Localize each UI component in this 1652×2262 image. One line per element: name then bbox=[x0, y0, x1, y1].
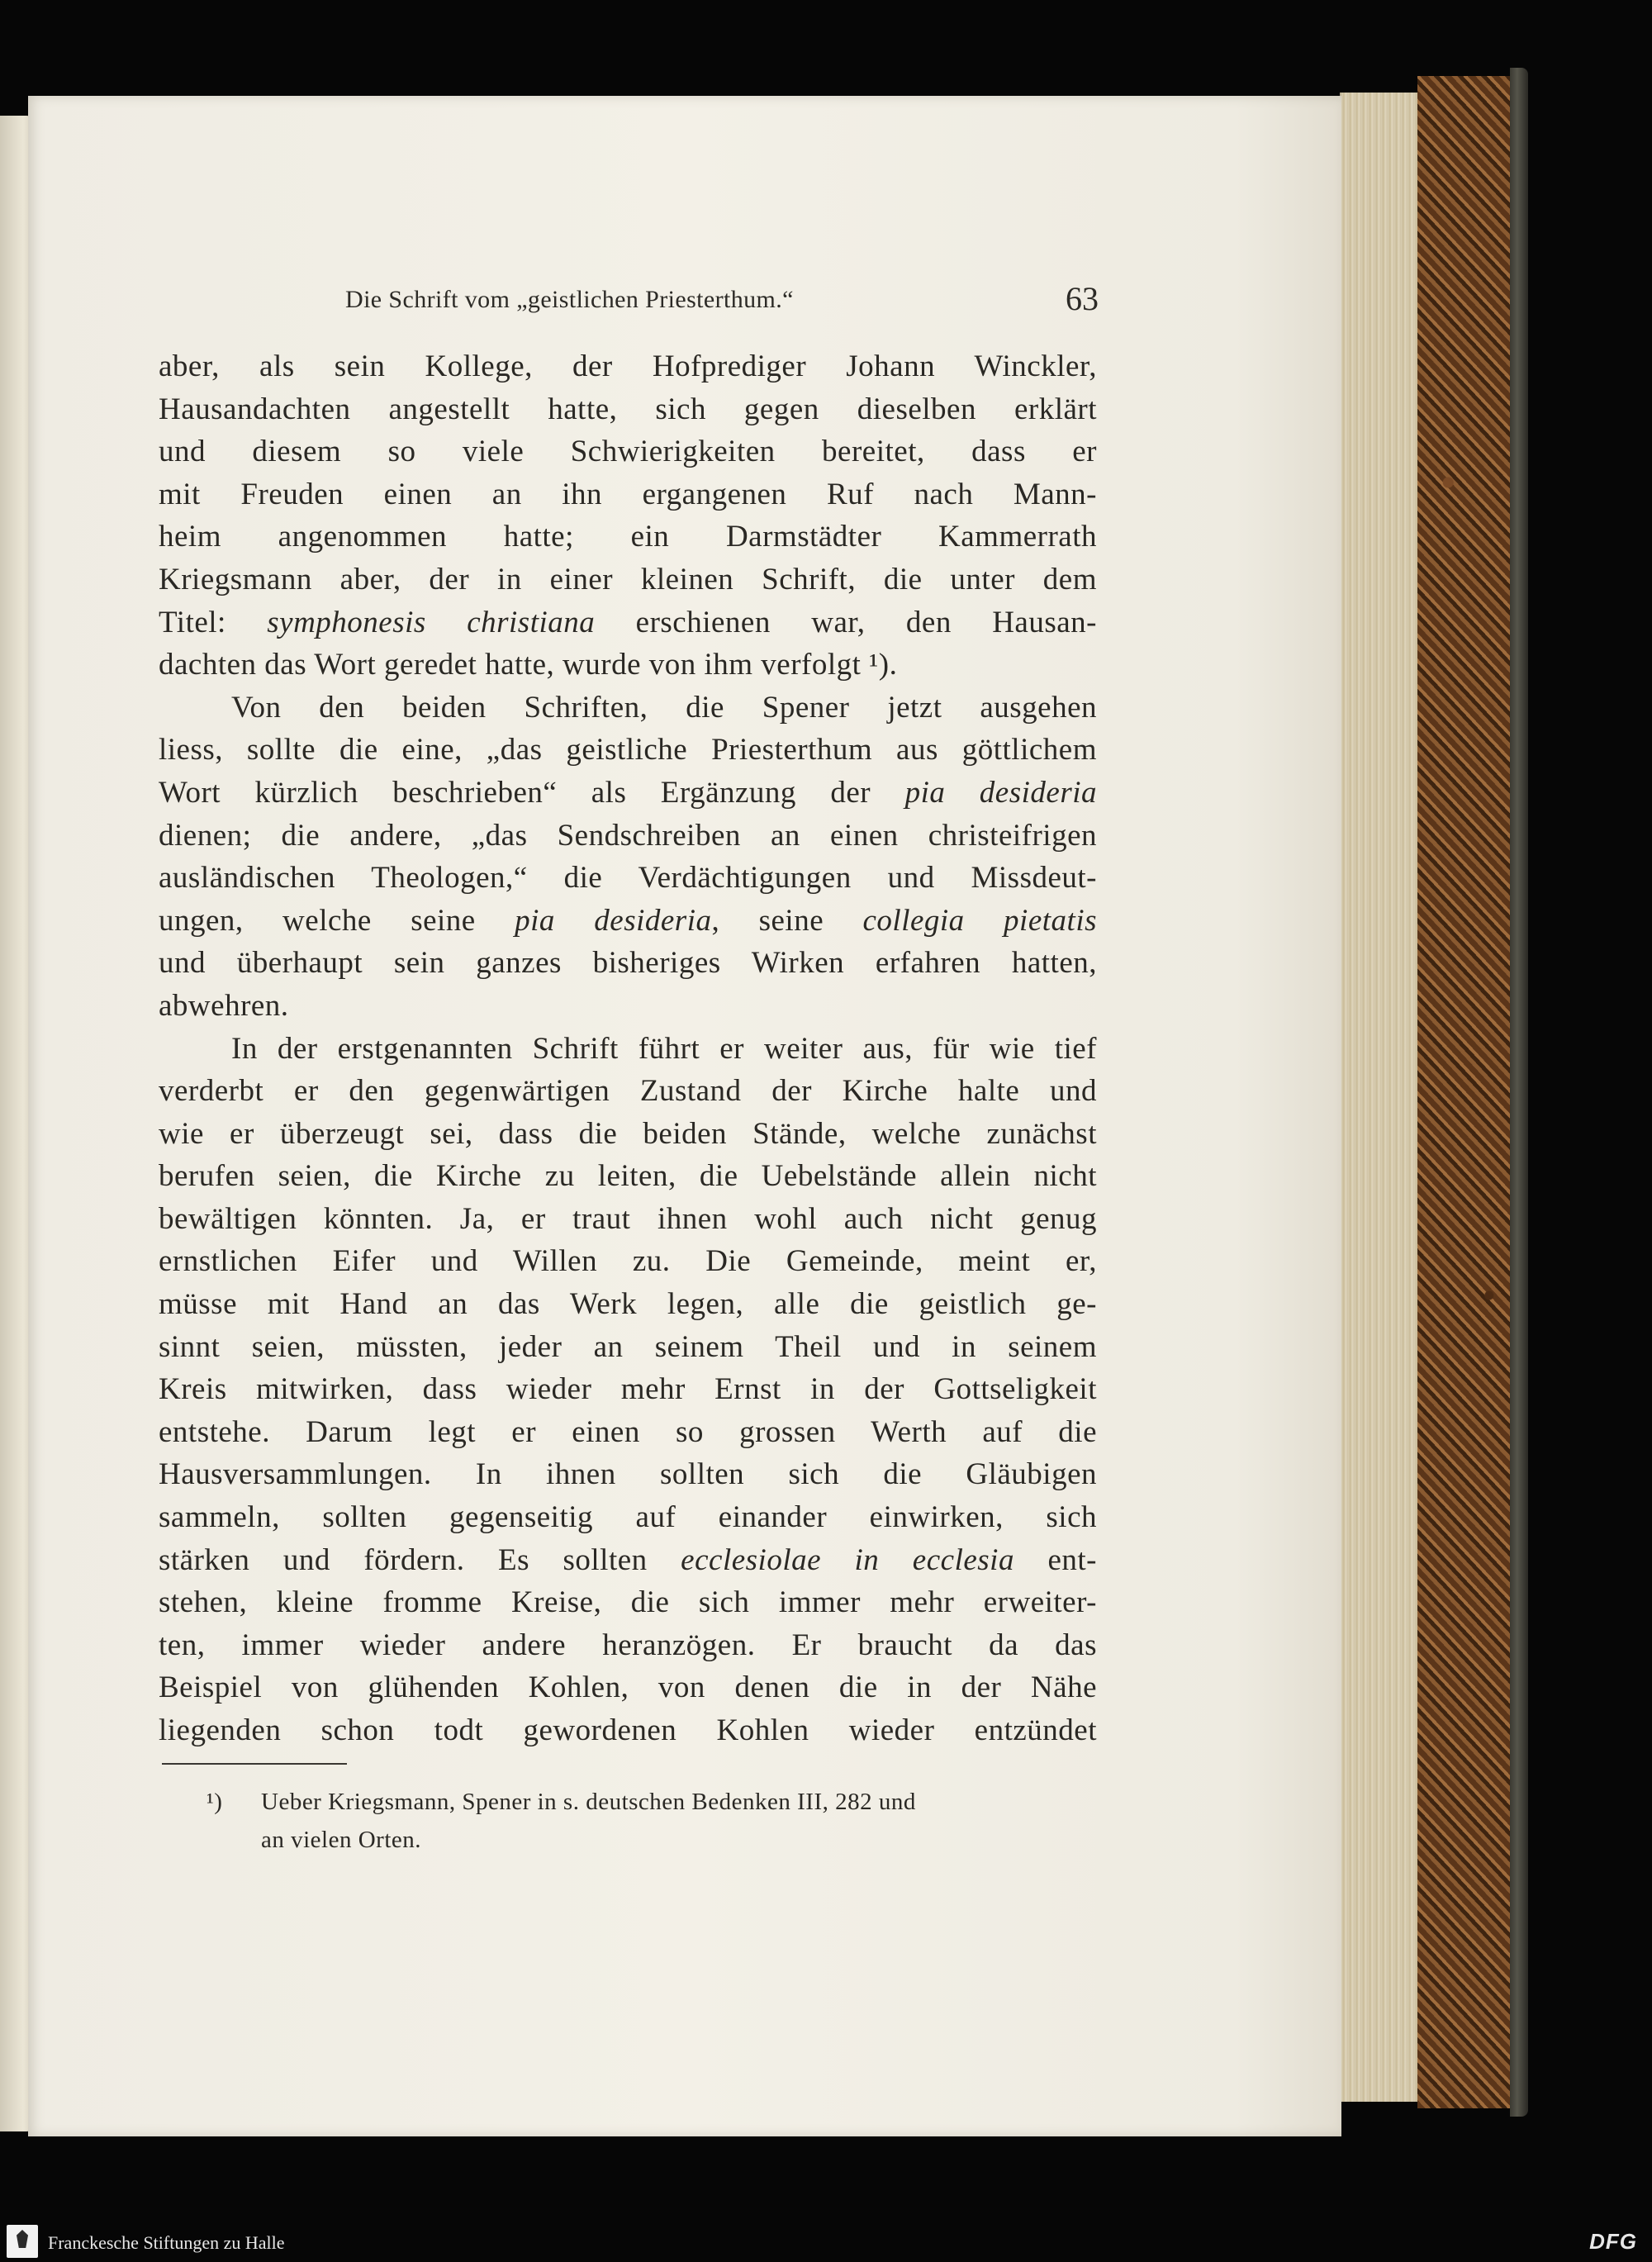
text-line: wie er überzeugt sei, dass die beiden Stände, welche zunächst bbox=[159, 1116, 1097, 1151]
text-line: und überhaupt sein ganzes bisheriges Wirken erfahren hatten, bbox=[159, 946, 1097, 981]
text-line: liess, sollte die eine, „das geistliche Priesterthum aus göttlichem bbox=[159, 733, 1097, 767]
running-head bbox=[157, 280, 1099, 327]
text-line: sinnt seien, müssten, jeder an seinem Theil und in seinem bbox=[159, 1329, 1097, 1364]
latin-term: ecclesiolae in ecclesia bbox=[681, 1542, 1014, 1577]
footnote-text bbox=[211, 1783, 1097, 1859]
footnote-line: an vielen Orten. bbox=[261, 1827, 422, 1853]
paragraph-start: In der erstgenannten Schrift führt er weiter aus, für wie tief bbox=[231, 1031, 1097, 1066]
text-line: Kreis mitwirken, dass wieder mehr Ernst in der Gottseligkeit bbox=[159, 1372, 1097, 1407]
text-line: entstehe. Darum legt er einen so grossen Werth auf die bbox=[159, 1414, 1097, 1449]
text-line: verderbt er den gegenwärtigen Zustand der Kirche halte und bbox=[159, 1074, 1097, 1109]
text-line: und diesem so viele Schwierigkeiten bereitet, dass er bbox=[159, 435, 1097, 469]
running-head-title: Die Schrift vom „geistlichen Priesterthum.“ bbox=[345, 286, 794, 313]
text-line: Hausandachten angestellt hatte, sich gegen dieselben erklärt bbox=[159, 392, 1097, 426]
text-line: Beispiel von glühenden Kohlen, von denen die in der Nähe bbox=[159, 1670, 1097, 1705]
text-line: liegenden schon todt gewordenen Kohlen wieder entzündet bbox=[159, 1713, 1097, 1747]
body-text bbox=[159, 345, 1097, 1752]
text-line: aber, als sein Kollege, der Hofprediger Johann Winckler, bbox=[159, 349, 1097, 383]
text-line: stehen, kleine fromme Kreise, die sich immer mehr erweiter- bbox=[159, 1585, 1097, 1620]
text-line: dienen; die andere, „das Sendschreiben an einen christeifrigen bbox=[159, 818, 1097, 853]
text-line: ungen, welche seine pia desideria, seine collegia pietatis bbox=[159, 903, 1098, 938]
latin-term: collegia pietatis bbox=[862, 903, 1098, 938]
page-block-edges bbox=[1340, 93, 1422, 2102]
text-line: bewältigen könnten. Ja, er traut ihnen wohl auch nicht genug bbox=[159, 1201, 1097, 1236]
text-line: abwehren. bbox=[159, 988, 289, 1023]
text-line: ausländischen Theologen,“ die Verdächtigungen und Missdeut- bbox=[159, 861, 1097, 896]
marbled-book-board bbox=[1417, 76, 1520, 2108]
latin-term: pia desideria bbox=[515, 903, 712, 938]
text-line: dachten das Wort geredet hatte, wurde von ihm verfolgt ¹). bbox=[159, 648, 898, 682]
text-line: stärken und fördern. Es sollten ecclesiolae in ecclesia ent- bbox=[159, 1542, 1097, 1577]
text-line: müsse mit Hand an das Werk legen, alle die geistlich ge- bbox=[159, 1287, 1097, 1322]
text-line: sammeln, sollten gegenseitig auf einander einwirken, sich bbox=[159, 1500, 1097, 1535]
book-spine bbox=[1510, 68, 1528, 2117]
text-line: heim angenommen hatte; ein Darmstädter Kammerrath bbox=[159, 520, 1097, 554]
text-line: ernstlichen Eifer und Willen zu. Die Gemeinde, meint er, bbox=[159, 1244, 1097, 1279]
paragraph-start: Von den beiden Schriften, die Spener jetzt ausgehen bbox=[231, 690, 1097, 725]
footnote-line: Ueber Kriegsmann, Spener in s. deutschen Bedenken III, 282 und bbox=[261, 1789, 916, 1815]
text-line: ten, immer wieder andere heranzögen. Er braucht da das bbox=[159, 1628, 1097, 1662]
institution-logo-icon bbox=[7, 2225, 38, 2258]
footer-credit: Franckesche Stiftungen zu Halle bbox=[48, 2232, 285, 2253]
footnote bbox=[206, 1783, 1097, 1859]
latin-term: pia desideria bbox=[904, 775, 1097, 810]
text-line: Titel: symphonesis christiana erschienen war, den Hausan- bbox=[159, 605, 1097, 639]
dfg-logo: DFG bbox=[1589, 2229, 1637, 2254]
footnote-rule bbox=[162, 1763, 347, 1765]
text-line: Kriegsmann aber, der in einer kleinen Schrift, die unter dem bbox=[159, 562, 1097, 596]
text-line: Hausversammlungen. In ihnen sollten sich die Gläubigen bbox=[159, 1457, 1097, 1492]
text-line: Wort kürzlich beschrieben“ als Ergänzung der pia desideria bbox=[159, 775, 1097, 810]
footnote-marker: ¹) bbox=[206, 1789, 223, 1815]
page-number: 63 bbox=[1066, 280, 1099, 317]
text-line: mit Freuden einen an ihn ergangenen Ruf nach Mann- bbox=[159, 477, 1097, 511]
latin-term: symphonesis christiana bbox=[267, 605, 596, 639]
text-line: berufen seien, die Kirche zu leiten, die Uebelstände allein nicht bbox=[159, 1159, 1097, 1194]
